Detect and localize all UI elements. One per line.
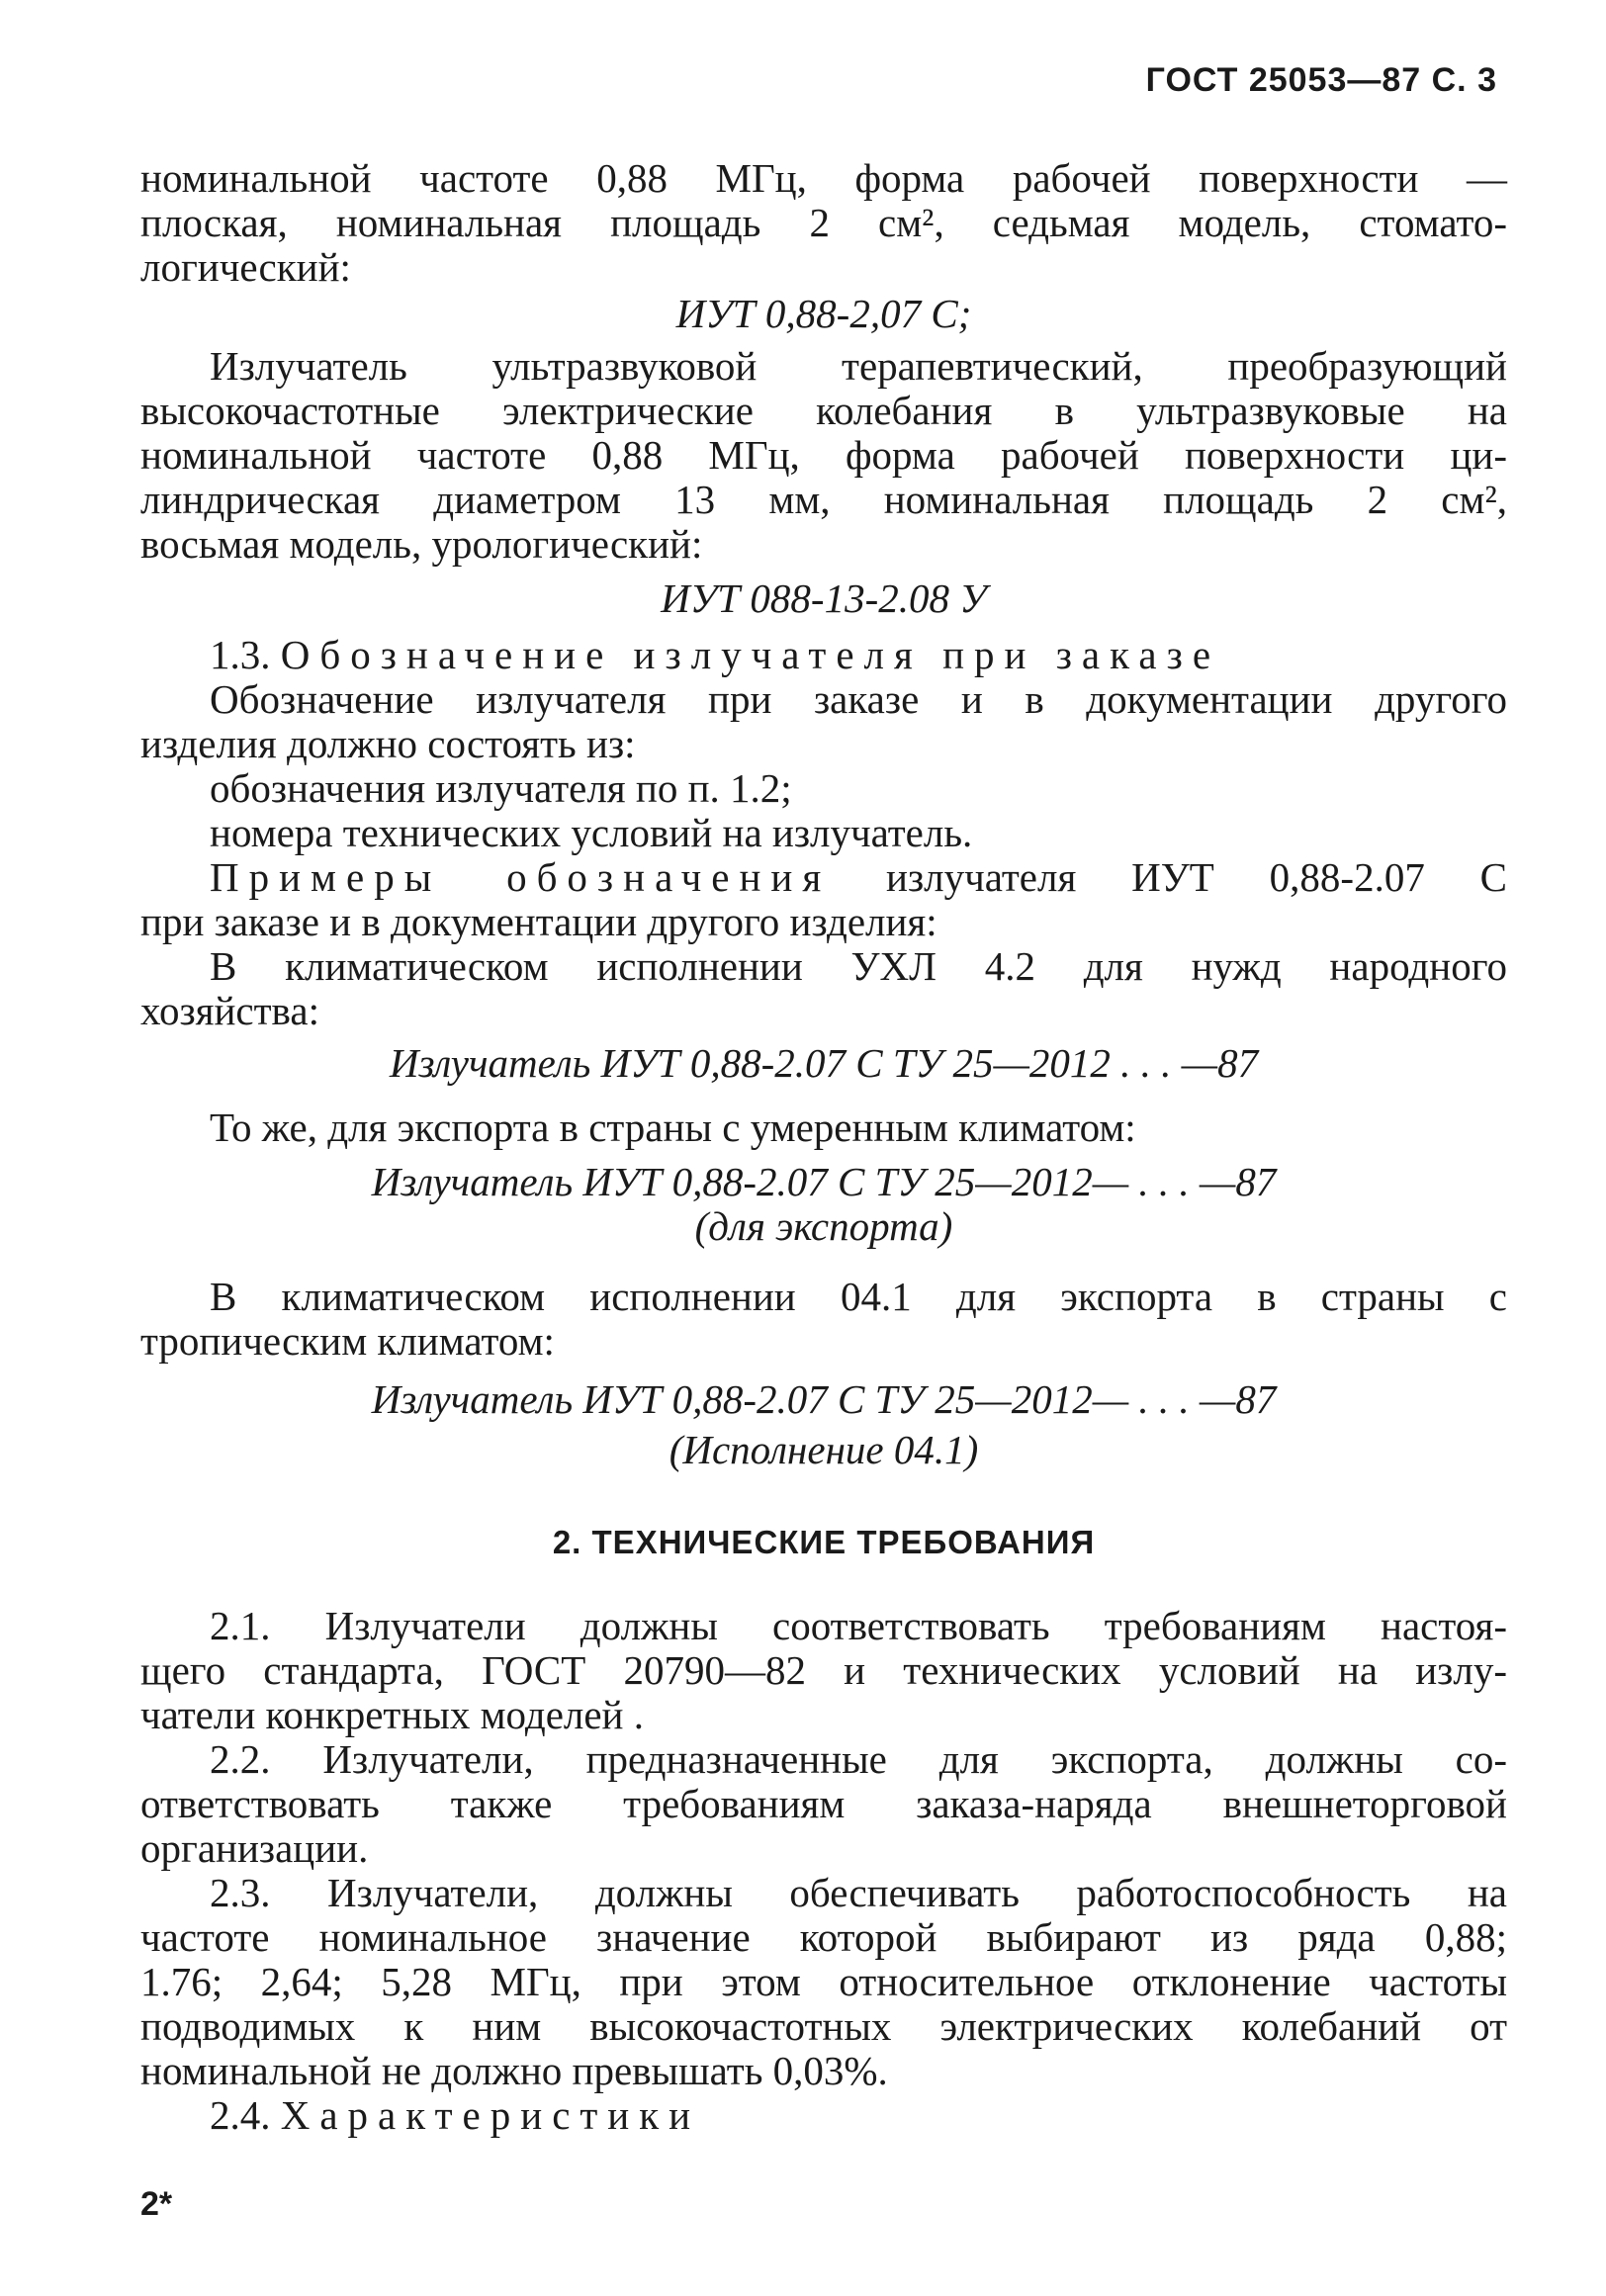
subsection-heading [140,2093,1507,2138]
paragraph-line: частоте номинальное значение которой выбирают из ряда 0,88; [140,1914,1507,1960]
paragraph-line: чатели конкретных моделей . [140,1692,644,1737]
designation-note: (Исполнение 04.1) [669,1427,979,1472]
list-item: обозначения излучателя по п. 1.2; [210,765,792,811]
paragraph-line: организации. [140,1825,369,1871]
paragraph-line: изделия должно состоять из: [140,721,636,766]
paragraph-line: подводимых к ним высокочастотных электрических колебаний от [140,2003,1507,2049]
subsection-title: Характеристики [280,2092,701,2138]
order-designation: Излучатель ИУТ 0,88-2.07 С ТУ 25—2012— . . . —87 [371,1376,1277,1422]
paragraph-line: высокочастотные электрические колебания в ультразвуковые на [140,388,1507,433]
paragraph-line: номинальной частоте 0,88 МГц, форма рабочей поверхности — [140,155,1507,201]
model-designation: ИУТ 0,88-2,07 С; [675,291,972,336]
designation-note: (для экспорта) [694,1203,953,1249]
paragraph-line: логический: [140,244,351,290]
subsection-number: 1.3. [210,632,271,677]
paragraph-line: 2.3. Излучатели, должны обеспечивать работоспособность на [210,1870,1507,1915]
order-designation: Излучатель ИУТ 0,88-2.07 С ТУ 25—2012— . . . —87 [371,1159,1277,1204]
page-footer-mark: 2* [140,2185,173,2223]
paragraph-line [140,855,1507,900]
paragraph-line: ответствовать также требованиям заказа-наряда внешнеторговой [140,1781,1507,1826]
subsection-number: 2.4. [210,2092,271,2138]
document-body [140,156,1507,2138]
paragraph-line: 2.1. Излучатели должны соответствовать требованиям настоя- [210,1603,1507,1648]
paragraph-line: 1.76; 2,64; 5,28 МГц, при этом относительное отклонение частоты [140,1959,1507,2004]
paragraph-line: То же, для экспорта в страны с умеренным климатом: [210,1104,1136,1150]
paragraph-line: тропическим климатом: [140,1318,555,1364]
order-designation: Излучатель ИУТ 0,88-2.07 С ТУ 25—2012 . . . —87 [389,1040,1259,1086]
paragraph-line: плоская, номинальная площадь 2 см², седьмая модель, стомато- [140,200,1507,245]
paragraph-line: щего стандарта, ГОСТ 20790—82 и технических условий на излу- [140,1647,1507,1693]
paragraph-line: 2.2. Излучатели, предназначенные для экспорта, должны со- [210,1736,1507,1782]
list-item: номера технических условий на излучатель. [210,810,973,855]
paragraph-line: при заказе и в документации другого изделия: [140,899,937,944]
paragraph-line: В климатическом исполнении 04.1 для экспорта в страны с [210,1274,1507,1319]
paragraph-line: линдрическая диаметром 13 мм, номинальная площадь 2 см², [140,477,1507,522]
examples-label: Примеры обозначения [210,854,832,900]
section-title: 2. ТЕХНИЧЕСКИЕ ТРЕБОВАНИЯ [552,1524,1096,1560]
examples-text: излучателя ИУТ 0,88-2.07 С [886,854,1507,900]
paragraph-line: Обозначение излучателя при заказе и в документации другого [210,676,1507,722]
subsection-heading [140,633,1507,677]
model-designation: ИУТ 088-13-2.08 У [661,575,987,621]
subsection-title: Обозначение излучателя при заказе [280,632,1221,677]
paragraph-line: номинальной частоте 0,88 МГц, форма рабочей поверхности ци- [140,432,1507,478]
paragraph-line: хозяйства: [140,988,319,1033]
paragraph-line: Излучатель ультразвуковой терапевтический, преобразующий [210,343,1507,389]
page-header: ГОСТ 25053—87 С. 3 [1145,61,1497,99]
paragraph-line: номинальной не должно превышать 0,03%. [140,2048,888,2093]
paragraph-line: восьмая модель, урологический: [140,521,703,567]
paragraph-line: В климатическом исполнении УХЛ 4.2 для нужд народного [210,943,1507,989]
